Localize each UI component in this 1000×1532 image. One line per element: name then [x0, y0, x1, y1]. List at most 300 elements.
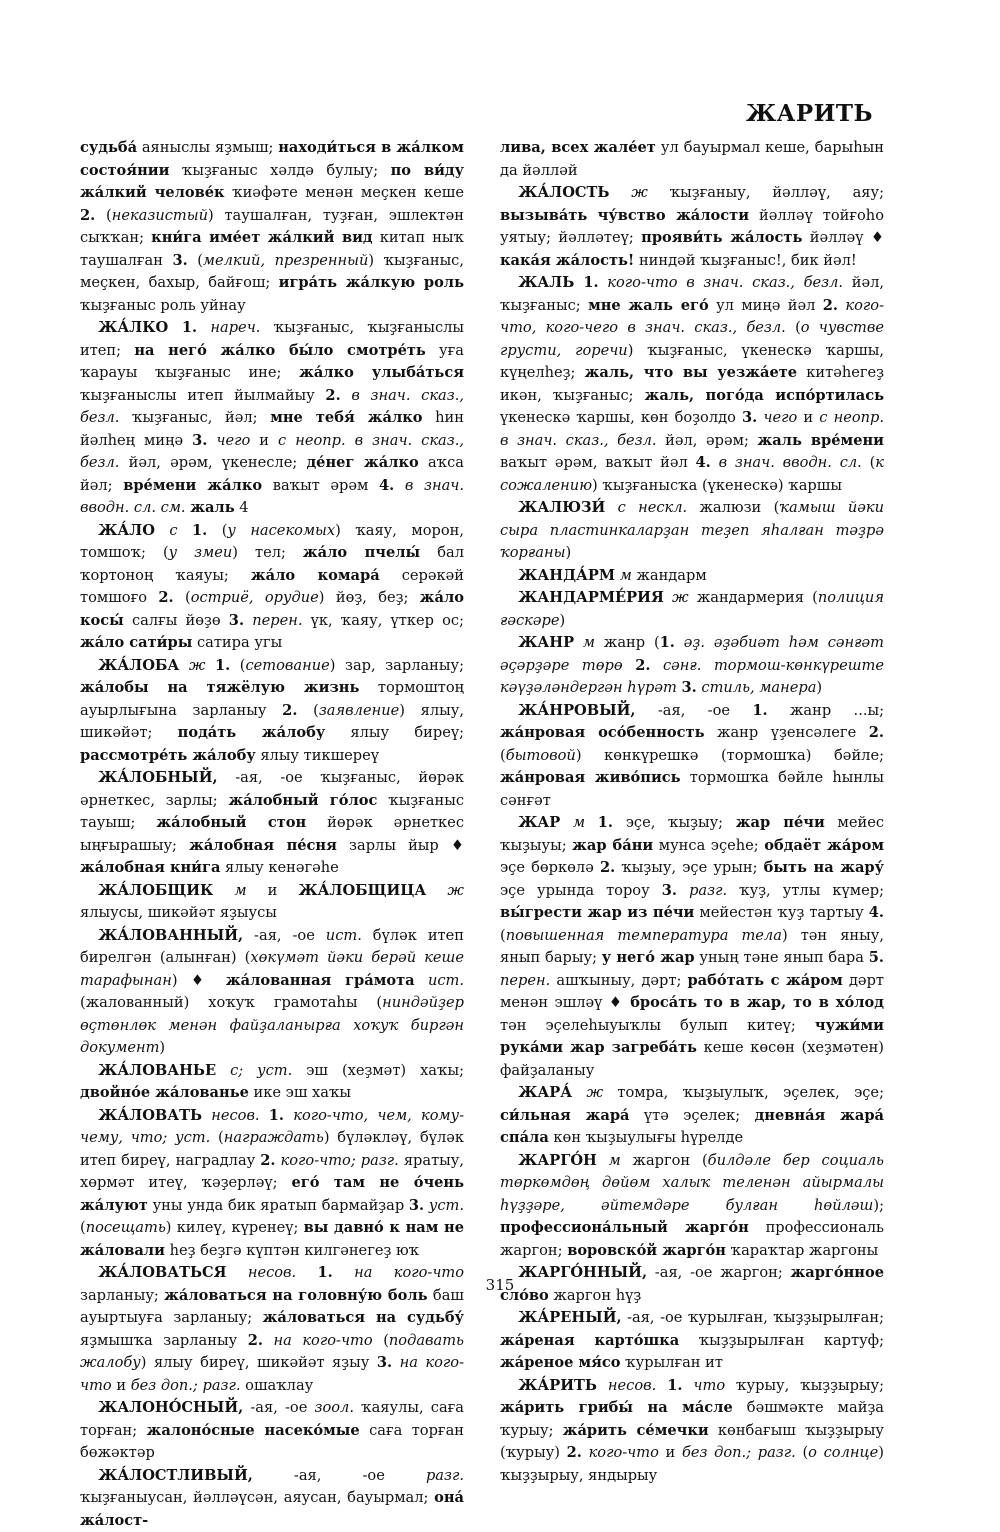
headword-or-phrase: 2. — [567, 1444, 582, 1461]
grammar-note: в знач. сказ., безл. — [80, 387, 464, 427]
headword-or-phrase: 1. — [667, 1377, 682, 1394]
translation-text: ) тел; — [232, 544, 303, 561]
headword-or-phrase: двойно́е жа́лованье — [80, 1084, 249, 1101]
translation-text — [623, 657, 636, 674]
grammar-note: у змеи — [169, 544, 233, 561]
translation-text: үк, ҡаяу, үткер ос; — [302, 612, 464, 629]
translation-text: ) ҡыҙғанысҡа (үкенескә) ҡаршы — [592, 477, 842, 494]
translation-text: ( — [796, 1444, 808, 1461]
dictionary-entry — [500, 565, 884, 588]
translation-text: жандармерия ( — [689, 589, 818, 606]
translation-text: ялыу кенәгәһе — [220, 859, 338, 876]
headword-or-phrase: ЖА́ЛОСТЛИВЫЙ, — [98, 1467, 253, 1484]
translation-text: ) зар, зарланыу; — [330, 657, 464, 674]
headword-or-phrase: пода́ть жа́лобу — [178, 724, 326, 741]
grammar-note: посещать — [86, 1219, 166, 1236]
translation-text: ) бүләкләү, бүләк итеп биреү, наградлау — [80, 1129, 464, 1169]
headword-or-phrase: кни́га име́ет жа́лкий вид — [151, 229, 373, 246]
grammar-note: кого-что, кого-чего в знач. сказ., безл. — [500, 297, 884, 337]
translation-text: ҡыҙғаныу, йәлләү, аяу; — [648, 184, 884, 201]
grammar-note: с — [169, 522, 177, 539]
headword-or-phrase: игра́ть жа́лкую роль — [279, 274, 464, 291]
headword-or-phrase: быть на жару́ — [764, 859, 884, 876]
dictionary-entry — [500, 1375, 884, 1488]
translation-text: ) — [159, 1039, 165, 1056]
headword-or-phrase: ЖАНДАРМЕ́РИЯ — [518, 589, 664, 606]
headword-or-phrase: жар ба́ни — [572, 837, 653, 854]
translation-text: ҡуҙ, утлы күмер; — [727, 882, 884, 899]
translation-text: ашҡыныу, дәрт; — [550, 972, 687, 989]
grammar-note: ж — [587, 1084, 604, 1101]
translation-text: и — [797, 409, 819, 426]
translation-text: ҡыҙғаныусан, йәлләүсән, аяусан, бауырмал; — [80, 1489, 434, 1506]
headword-or-phrase: обдаёт жа́ром — [764, 837, 884, 854]
headword-or-phrase: у него́ жар — [602, 949, 695, 966]
grammar-note: м — [234, 882, 246, 899]
headword-or-phrase: жа́ло пчелы́ — [303, 544, 420, 561]
translation-text: ҡиәфәте менән меҫкен кеше — [225, 184, 464, 201]
translation-text: ) килеү, күренеү; — [166, 1219, 304, 1236]
grammar-note: на кого-что — [80, 1354, 464, 1394]
translation-text: сатира угы — [192, 634, 282, 651]
translation-text: и — [659, 1444, 682, 1461]
grammar-note: без доп.; разг. — [131, 1377, 241, 1394]
running-head: ЖАРИТЬ — [746, 100, 873, 127]
grammar-note: без доп.; разг. — [682, 1444, 796, 1461]
translation-text: ( — [230, 657, 245, 674]
translation-text — [341, 387, 352, 404]
translation-text: ) йөҙ, беҙ; — [319, 589, 420, 606]
grammar-note: повышенная температура тела — [506, 927, 782, 944]
headword-or-phrase: профессиона́льный жарго́н — [500, 1219, 749, 1236]
translation-text: серәкәй томшоғо — [80, 567, 464, 607]
translation-text: кеше көсөн (хеҙмәтен) файҙаланыу — [500, 1039, 884, 1079]
grammar-note: м — [609, 1152, 621, 1169]
grammar-note: разг. — [689, 882, 727, 899]
headword-or-phrase: 3. — [172, 252, 187, 269]
grammar-note: на кого-что — [354, 1264, 464, 1281]
translation-text — [426, 882, 447, 899]
translation-text: ) таушалған, туҙған, эшлектән сыҡҡан; — [80, 207, 464, 247]
translation-text — [205, 657, 215, 674]
headword-or-phrase: ЖА́ЛОБЩИК — [98, 882, 213, 899]
translation-text: ); — [873, 1197, 884, 1214]
translation-text: жанр үҙенсәлеге — [704, 724, 868, 741]
grammar-note: с неопр. в знач. сказ., безл. — [500, 409, 884, 449]
headword-or-phrase: жа́нровая живо́пись — [500, 769, 681, 786]
headword-or-phrase: 2. — [600, 859, 615, 876]
translation-text: бал ҡортоноң ҡаяуы; — [80, 544, 464, 584]
translation-text: ҡурыу, ҡыҙҙырыу; — [725, 1377, 884, 1394]
translation-text: тормошҡа бәйле һынлы сәнғәт — [500, 769, 884, 809]
headword-or-phrase: кака́я жа́лость! — [500, 252, 634, 269]
translation-text — [675, 634, 684, 651]
headword-or-phrase: 2. — [282, 702, 297, 719]
headword-or-phrase: жа́нровая осо́бенность — [500, 724, 704, 741]
grammar-note: ж — [447, 882, 464, 899]
translation-text: ( — [95, 207, 111, 224]
translation-text — [244, 612, 252, 629]
dictionary-entry — [80, 1060, 464, 1105]
grammar-note: чего — [763, 409, 797, 426]
grammar-note: ж — [631, 184, 648, 201]
headword-or-phrase: жалоно́сные насеко́мые — [147, 1422, 360, 1439]
translation-text: ( — [188, 252, 203, 269]
headword-or-phrase: жа́лобный стон — [156, 814, 306, 831]
translation-text: ( — [500, 927, 506, 944]
translation-text: ) — [565, 544, 571, 561]
grammar-note: кого-что, чем, кому-чему, что; уст. — [80, 1107, 464, 1147]
dictionary-entry — [80, 317, 464, 520]
translation-text: ) ҡыҙҙырыу, яндырыу — [500, 1444, 884, 1484]
translation-text: ) ҡаяу, морон, томшоҡ; ( — [80, 522, 464, 562]
translation-text — [599, 274, 608, 291]
translation-text: ваҡыт әрәм, ваҡыт йәл — [500, 454, 696, 471]
headword-or-phrase: ЖА́НРОВЫЙ, — [518, 702, 635, 719]
headword-or-phrase: 3. — [377, 1354, 392, 1371]
translation-text: мунса эҫеһе; — [653, 837, 764, 854]
headword-or-phrase: 4. — [869, 904, 884, 921]
grammar-note: полиция ғәскәре — [500, 589, 884, 629]
headword-or-phrase: 3. — [229, 612, 244, 629]
headword-or-phrase: ЖАРГО́ННЫЙ, — [518, 1264, 647, 1281]
translation-text: ниндәй ҡыҙғаныс!, бик йәл! — [634, 252, 856, 269]
grammar-note: уст. — [429, 1197, 464, 1214]
headword-or-phrase: жа́реное мя́со — [500, 1354, 621, 1371]
grammar-note: ҡамыш йәки сыра пластинкаларҙан теҙеп яһалған тәҙрә ҡорғаны — [500, 499, 884, 561]
translation-text: ( — [174, 589, 191, 606]
grammar-note: сәнғ. тормош-көнкүреште кәүҙәләндергән һүрәт — [500, 657, 884, 697]
translation-text: уның тәне янып бара — [695, 949, 869, 966]
translation-text: яҙмышҡа зарланыу — [80, 1332, 248, 1349]
translation-text: ялыусы, шикәйәт яҙыусы — [80, 904, 277, 921]
grammar-note: м — [583, 634, 595, 651]
dictionary-entry — [80, 1465, 464, 1532]
grammar-note: перен. — [252, 612, 302, 629]
translation-text: ) — [816, 679, 822, 696]
headword-or-phrase: вре́мени жа́лко — [123, 477, 262, 494]
translation-text: йәл, ҡыҙғаныс; — [500, 274, 884, 314]
headword-or-phrase: 1. — [318, 1264, 333, 1281]
grammar-note: м — [573, 814, 585, 831]
translation-text — [597, 1377, 608, 1394]
translation-text: ҡыҙғаныс роль уйнау — [80, 297, 246, 314]
translation-text: уны унда бик яратып бармайҙар — [148, 1197, 409, 1214]
headword-or-phrase: его́ там не о́чень жа́луют — [80, 1174, 464, 1214]
translation-text: жаргон ( — [621, 1152, 708, 1169]
translation-text: -ая, -ое — [243, 927, 326, 944]
headword-or-phrase: ЖА́ЛОВАТЬСЯ — [98, 1264, 226, 1281]
translation-text: ваҡыт әрәм — [262, 477, 379, 494]
translation-text: ) ҡыҙғаныс, меҫкен, бахыр, байғош; — [80, 252, 464, 292]
headword-or-phrase: 4. — [379, 477, 394, 494]
dictionary-entry — [80, 137, 464, 317]
translation-text: зарланыу; — [80, 1287, 164, 1304]
translation-text: ошаҡлау — [241, 1377, 314, 1394]
headword-or-phrase: по ви́ду жа́лкий челове́к — [80, 162, 464, 202]
translation-text: ) — [560, 612, 566, 629]
translation-text: жандарм — [632, 567, 707, 584]
headword-or-phrase: 2. — [80, 207, 95, 224]
grammar-note: сетование — [245, 657, 329, 674]
grammar-note: чего — [216, 432, 250, 449]
translation-text: жанр ( — [595, 634, 660, 651]
translation-text — [582, 1444, 589, 1461]
headword-or-phrase: 3. — [192, 432, 207, 449]
translation-text: ул бауырмал кеше, барыһын да йәлләй — [500, 139, 884, 179]
translation-text: ҡурылған ит — [621, 1354, 723, 1371]
headword-or-phrase: вы давно́ к нам не жа́ловали — [80, 1219, 464, 1259]
translation-text — [560, 814, 573, 831]
grammar-note: в знач. вводн. сл. см. — [80, 477, 464, 517]
translation-text: йәлләү тойғоһо уятыу; йәлләтеү; — [500, 207, 884, 247]
translation-text: ҡаяулы, саға торған; — [80, 1399, 464, 1439]
headword-or-phrase: ЖАРГО́Н — [518, 1152, 597, 1169]
headword-or-phrase: жаль, что вы уезжа́ете — [585, 364, 797, 381]
translation-text: 4 — [235, 499, 249, 516]
grammar-note: ж — [189, 657, 206, 674]
headword-or-phrase: ЖА́РЕНЫЙ, — [518, 1309, 621, 1326]
headword-or-phrase: жа́реная карто́шка — [500, 1332, 679, 1349]
headword-or-phrase: лива, всех жале́ет — [500, 139, 656, 156]
headword-or-phrase: ЖАНДА́РМ — [518, 567, 615, 584]
translation-text: ) ялыу биреү, шикәйәт яҙыу — [141, 1354, 377, 1371]
headword-or-phrase: ЖА́ЛКО 1. — [98, 319, 197, 336]
translation-text: мейес ҡыҙыуы; — [500, 814, 884, 854]
headword-or-phrase: вызыва́ть чу́вство жа́лости — [500, 207, 749, 224]
grammar-note: м — [620, 567, 632, 584]
translation-text: салғы йөҙө — [124, 612, 229, 629]
headword-or-phrase: 1. — [215, 657, 230, 674]
headword-or-phrase: жа́лобный го́лос — [228, 792, 377, 809]
translation-text — [711, 454, 719, 471]
translation-text: китап ныҡ таушалған — [80, 229, 464, 269]
translation-text — [179, 657, 189, 674]
grammar-note: стиль, манера — [701, 679, 816, 696]
translation-text: ( — [80, 1219, 86, 1236]
headword-or-phrase: рабо́тать с жа́ром — [687, 972, 842, 989]
translation-text — [197, 319, 210, 336]
headword-or-phrase: ЖАЛЮЗИ́ — [518, 499, 605, 516]
grammar-note: что — [693, 1377, 725, 1394]
translation-text: ( — [862, 454, 875, 471]
translation-text — [585, 814, 598, 831]
translation-text: жаргон һүҙ — [549, 1287, 641, 1304]
grammar-note: несов. — [248, 1264, 296, 1281]
headword-or-phrase: жаль вре́мени — [757, 432, 884, 449]
headword-or-phrase: 1. — [660, 634, 675, 651]
translation-text: эҫе урында тороу — [500, 882, 662, 899]
page-number: 315 — [0, 1276, 1000, 1294]
headword-or-phrase: 1. — [598, 814, 613, 831]
headword-or-phrase: мне жаль его́ — [588, 297, 709, 314]
headword-or-phrase: 3. — [662, 882, 677, 899]
translation-text — [155, 522, 169, 539]
grammar-note: подавать жалобу — [80, 1332, 464, 1372]
headword-or-phrase: 2. — [325, 387, 340, 404]
translation-text: көн ҡыҙыулығы һүрелде — [549, 1129, 743, 1146]
translation-text — [392, 1354, 400, 1371]
headword-or-phrase: жарго́нное сло́во — [500, 1264, 884, 1304]
translation-text — [597, 1152, 609, 1169]
dictionary-entry — [80, 925, 464, 1060]
headword-or-phrase: 1. — [752, 702, 767, 719]
grammar-note: о чувстве грусти, горечи — [500, 319, 884, 359]
grammar-note: с нескл. — [618, 499, 688, 516]
grammar-note: нареч. — [210, 319, 260, 336]
headword-or-phrase: жа́лко улыба́ться — [299, 364, 464, 381]
translation-text — [682, 1377, 693, 1394]
translation-text: (жалованный) хоҡуҡ грамотаһы ( — [80, 994, 382, 1011]
headword-or-phrase: ЖАРА́ — [518, 1084, 572, 1101]
translation-text: -ая, -ое — [636, 702, 753, 719]
translation-text: ( — [500, 747, 506, 764]
headword-or-phrase: жар пе́чи — [736, 814, 825, 831]
headword-or-phrase: жаль, пого́да испо́ртилась — [645, 387, 884, 404]
translation-text: үтә эҫелек; — [630, 1107, 755, 1124]
headword-or-phrase: жа́ловаться на головну́ю боль — [164, 1287, 427, 1304]
translation-text — [178, 522, 192, 539]
translation-text: ул миңә йәл — [709, 297, 823, 314]
translation-text — [394, 477, 405, 494]
translation-text: көнбағыш ҡыҙҙырыу (ҡурыу) — [500, 1422, 884, 1462]
headword-or-phrase: чужи́ми рука́ми жар загреба́ть — [500, 1017, 884, 1057]
translation-text: саға торған бөжәктәр — [80, 1422, 464, 1462]
headword-or-phrase: ЖАЛЬ 1. — [518, 274, 598, 291]
translation-text: -ая, -ое ҡурылған, ҡыҙҙырылған; — [622, 1309, 884, 1326]
headword-or-phrase: на него́ жа́лко бы́ло смотре́ть — [134, 342, 425, 359]
dictionary-entry — [500, 497, 884, 565]
translation-text: и — [247, 882, 299, 899]
translation-text: эҫе, ҡыҙыу; — [613, 814, 736, 831]
dictionary-entry — [500, 272, 884, 497]
grammar-note: перен. — [500, 972, 550, 989]
translation-text: ҡыҙғаныслы итеп йылмайыу — [80, 387, 325, 404]
translation-text — [572, 1084, 586, 1101]
headword-or-phrase: ЖА́ЛОВАТЬ — [98, 1107, 202, 1124]
dictionary-entry — [80, 520, 464, 655]
translation-text: аяныслы яҙмыш; — [137, 139, 278, 156]
translation-text: ) тән яныу, янып барыу; — [500, 927, 884, 967]
dictionary-entry — [500, 587, 884, 632]
grammar-note: әҙ. әҙәбиәт һәм сәнғәт әҫәрҙәре төрө — [500, 634, 884, 674]
translation-text: аҡса йәл; — [80, 454, 464, 494]
translation-text: ) ҡыҙғаныс, үкенескә ҡаршы, күңелһеҙ; — [500, 342, 884, 382]
translation-text: профессиональ жаргон; — [500, 1219, 884, 1259]
translation-text — [677, 882, 689, 899]
translation-text: -ая, -ое ҡыҙғаныс, йөрәк әрнеткес, зарлы; — [80, 769, 464, 809]
grammar-note: на кого-что — [274, 1332, 373, 1349]
translation-text: йәл, әрәм, үкенесле; — [119, 454, 306, 471]
headword-or-phrase: жаль — [190, 499, 234, 516]
headword-or-phrase: 5. — [869, 949, 884, 966]
headword-or-phrase: ЖА́ЛОБА — [98, 657, 179, 674]
dictionary-entry — [500, 1082, 884, 1150]
translation-text: эш (хеҙмәт) хаҡы; — [292, 1062, 464, 1079]
headword-or-phrase: 1. — [192, 522, 207, 539]
translation-text: ( — [210, 1129, 224, 1146]
translation-text: ( — [786, 319, 801, 336]
grammar-note: ж — [672, 589, 689, 606]
grammar-note: к сожалению — [500, 454, 884, 494]
headword-or-phrase: жа́ло сати́ры — [80, 634, 192, 651]
headword-or-phrase: 1. — [269, 1107, 284, 1124]
translation-text: эҫе бөркөлә — [500, 859, 600, 876]
dictionary-entry — [80, 1397, 464, 1465]
translation-text: яратыу, хөрмәт итеү, ҡәҙерләү; — [80, 1152, 464, 1192]
translation-text: ялыу тикшереү — [256, 747, 379, 764]
translation-text — [216, 1062, 230, 1079]
headword-or-phrase: 4. — [696, 454, 711, 471]
headword-or-phrase: 2. — [635, 657, 650, 674]
headword-or-phrase: дневна́я жара́ спа́ла — [500, 1107, 884, 1147]
headword-or-phrase: жа́лобы на тяжёлую жизнь — [80, 679, 359, 696]
headword-or-phrase: броса́ть то в жар, то в хо́лод — [630, 994, 884, 1011]
grammar-note: у насекомых — [227, 522, 335, 539]
headword-or-phrase: судьба́ — [80, 139, 137, 156]
dictionary-entry — [500, 1307, 884, 1375]
translation-text: ҡыҙғаныс, йәл; — [119, 409, 270, 426]
headword-or-phrase: 2. — [823, 297, 838, 314]
translation-text: ) көнкүрешкә (тормошҡа) бәйле; — [576, 747, 884, 764]
grammar-note: кого-что в знач. сказ., безл. — [607, 274, 843, 291]
translation-text — [609, 184, 631, 201]
grammar-note: зоол. — [315, 1399, 354, 1416]
translation-text: ҡараҡтар жаргоны — [726, 1242, 878, 1259]
translation-text: ( — [297, 702, 318, 719]
headword-or-phrase: жа́рить грибы́ на ма́сле — [500, 1399, 733, 1416]
translation-text: ( — [373, 1332, 389, 1349]
grammar-note: неказистый — [112, 207, 208, 224]
headword-or-phrase: жа́лобная пе́сня — [189, 837, 337, 854]
translation-text — [263, 1332, 274, 1349]
translation-text: тормоштоң ауырлығына зарланыу — [80, 679, 464, 719]
dictionary-entry — [500, 812, 884, 1082]
translation-text: -ая, -ое — [253, 1467, 426, 1484]
dictionary-entry — [500, 700, 884, 813]
translation-text — [260, 1107, 269, 1124]
headword-or-phrase: прояви́ть жа́лость — [641, 229, 802, 246]
dictionary-entry — [80, 767, 464, 880]
headword-or-phrase: си́льная жара́ — [500, 1107, 630, 1124]
translation-text — [605, 499, 617, 516]
translation-text: и — [250, 432, 278, 449]
headword-or-phrase: ЖАР — [518, 814, 560, 831]
translation-text: ) ялыу, шикәйәт; — [80, 702, 464, 742]
headword-or-phrase: ЖАНР — [518, 634, 574, 651]
translation-text — [202, 1107, 211, 1124]
grammar-note: билдәле бер социаль төркөмдөң дөйөм халыҡ теленән айырмалы һүҙҙәре, әйтемдәре булған һөйләш — [500, 1152, 884, 1214]
grammar-note: несов. — [211, 1107, 259, 1124]
headword-or-phrase: жа́ло косы́ — [80, 589, 464, 629]
translation-text — [415, 972, 428, 989]
translation-text: зарлы йыр ♦ — [337, 837, 464, 854]
translation-text: йәл, әрәм; — [657, 432, 758, 449]
translation-text — [664, 589, 672, 606]
translation-text: бәшмәкте майҙа ҡурыу; — [500, 1399, 884, 1439]
grammar-note: о солнце — [808, 1444, 878, 1461]
grammar-note: хөкүмәт йәки берәй кеше тарафынан — [80, 949, 464, 989]
grammar-note: заявление — [319, 702, 399, 719]
headword-or-phrase: ЖА́ЛО — [98, 522, 155, 539]
dictionary-entry — [80, 655, 464, 768]
grammar-note: ист. — [326, 927, 362, 944]
grammar-note: несов. — [608, 1377, 656, 1394]
translation-text: ҡыҙҙырылған картуф; — [679, 1332, 884, 1349]
headword-or-phrase: де́нег жа́лко — [306, 454, 418, 471]
grammar-note: кого-что — [589, 1444, 659, 1461]
grammar-note: мелкий, презренный — [203, 252, 369, 269]
